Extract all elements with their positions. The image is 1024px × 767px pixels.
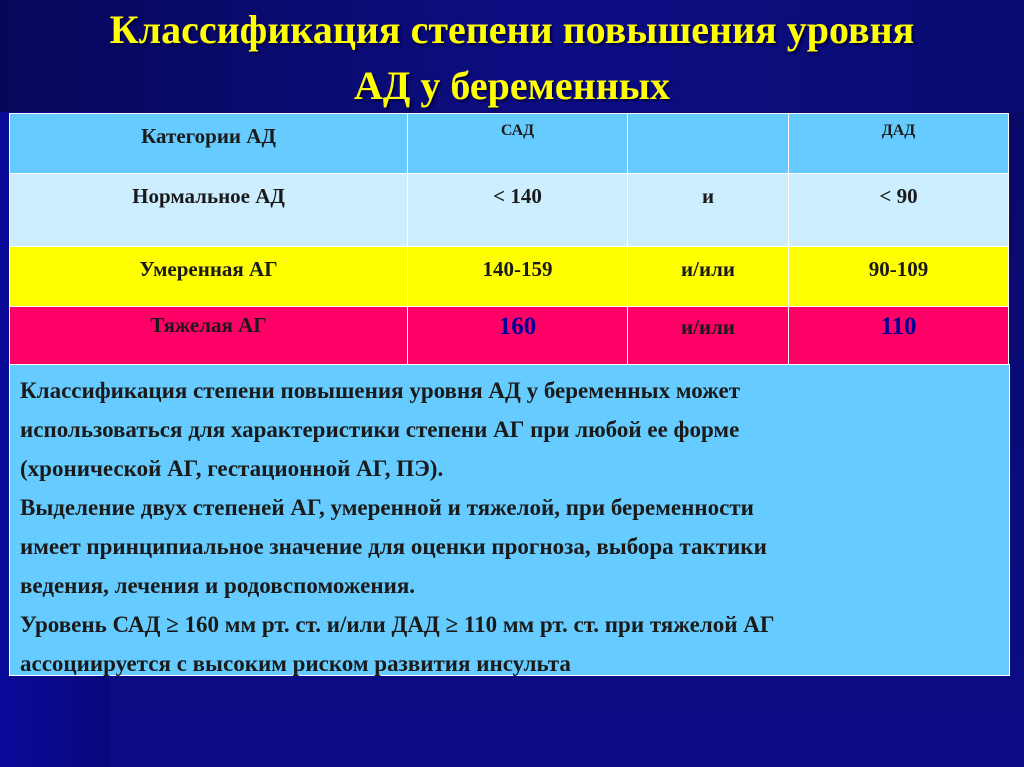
header-sad: САД [408, 114, 628, 174]
note-line: ведения, лечения и родовспоможения. [20, 573, 416, 598]
note-line: ассоциируется с высоким риском развития инсульта [20, 651, 571, 676]
explanatory-note-box [9, 364, 1010, 676]
row-normal-dad: < 90 [789, 174, 1009, 247]
table-row-severe [10, 307, 1009, 369]
table-row-moderate [10, 247, 1009, 307]
row-severe-sad: 160 [408, 307, 628, 369]
row-moderate-dad: 90-109 [789, 247, 1009, 307]
row-normal-conj: и [628, 174, 789, 247]
note-line: Выделение двух степеней АГ, умеренной и тяжелой, при беременности [20, 495, 754, 520]
row-moderate-sad: 140-159 [408, 247, 628, 307]
note-line: (хронической АГ, гестационной АГ, ПЭ). [20, 456, 444, 481]
note-line: Уровень САД ≥ 160 мм рт. ст. и/или ДАД ≥ 110 мм рт. ст. при тяжелой АГ [20, 612, 775, 637]
note-line: имеет принципиальное значение для оценки прогноза, выбора тактики [20, 534, 767, 559]
row-normal-category: Нормальное АД [10, 174, 408, 247]
header-category: Категории АД [10, 114, 408, 174]
slide-title-line-2: АД у беременных [354, 63, 670, 108]
table-row-normal [10, 174, 1009, 247]
bp-classification-table [9, 113, 1009, 369]
row-moderate-category: Умеренная АГ [10, 247, 408, 307]
note-line: Классификация степени повышения уровня АД у беременных может [20, 378, 741, 403]
row-severe-dad: 110 [789, 307, 1009, 369]
table-header-row [10, 114, 1009, 174]
row-severe-category: Тяжелая АГ [10, 307, 408, 369]
header-conj [628, 114, 789, 174]
header-dad: ДАД [789, 114, 1009, 174]
row-severe-conj: и/или [628, 307, 789, 369]
slide-title-line-1: Классификация степени повышения уровня [109, 7, 915, 52]
row-normal-sad: < 140 [408, 174, 628, 247]
note-line: использоваться для характеристики степени АГ при любой ее форме [20, 417, 740, 442]
row-moderate-conj: и/или [628, 247, 789, 307]
slide-title [0, 2, 1024, 114]
